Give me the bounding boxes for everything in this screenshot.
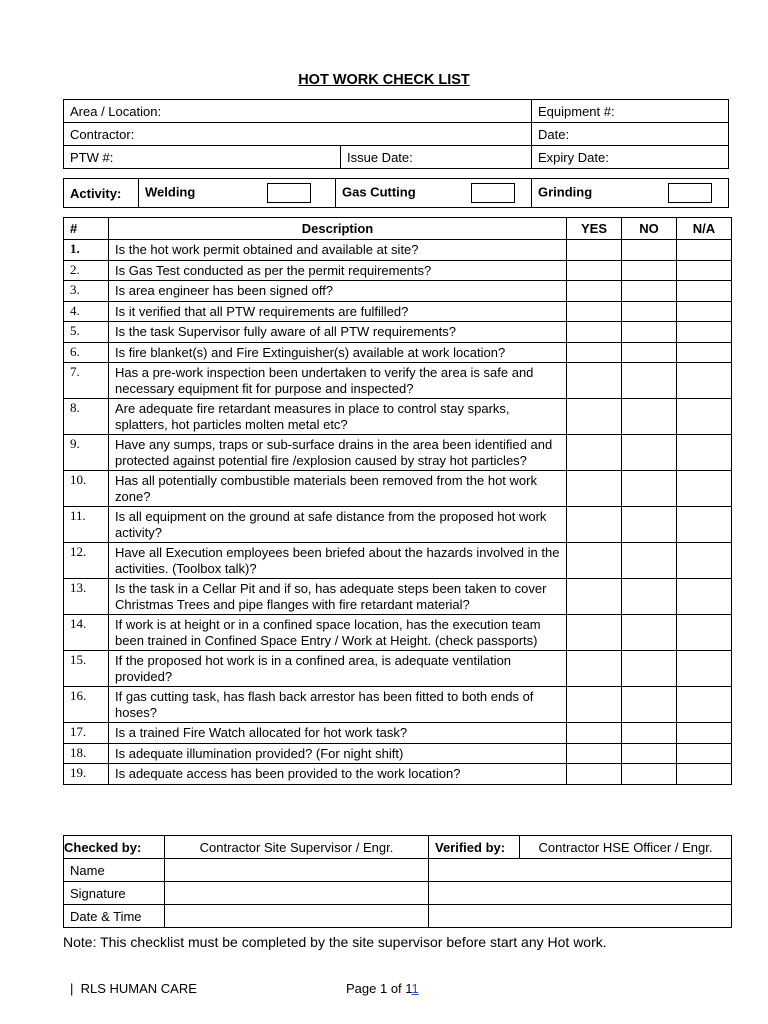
item-description: Is Gas Test conducted as per the permit requirements?	[109, 260, 567, 281]
issue-date-field[interactable]: Issue Date:	[341, 146, 532, 169]
table-row	[64, 301, 732, 322]
answer-na-cell[interactable]	[677, 543, 732, 579]
table-row	[64, 322, 732, 343]
table-row	[64, 281, 732, 302]
item-description: Has all potentially combustible materials been removed from the hot work zone?	[109, 471, 567, 507]
welding-checkbox[interactable]	[267, 183, 311, 203]
answer-no-cell[interactable]	[622, 743, 677, 764]
answer-yes-cell[interactable]	[567, 579, 622, 615]
col-description: Description	[109, 218, 567, 240]
hse-datetime-field[interactable]	[429, 905, 732, 928]
supervisor-signature-field[interactable]	[165, 882, 429, 905]
answer-na-cell[interactable]	[677, 615, 732, 651]
answer-yes-cell[interactable]	[567, 301, 622, 322]
supervisor-name-field[interactable]	[165, 859, 429, 882]
item-number: 1.	[64, 240, 109, 261]
note-text: Note: This checklist must be completed by the site supervisor before start any Hot work.	[63, 934, 607, 950]
area-location-field[interactable]: Area / Location:	[64, 100, 532, 123]
answer-no-cell[interactable]	[622, 260, 677, 281]
answer-yes-cell[interactable]	[567, 764, 622, 785]
table-row	[64, 723, 732, 744]
col-no: NO	[622, 218, 677, 240]
item-description: Is the task Supervisor fully aware of all PTW requirements?	[109, 322, 567, 343]
item-description: Are adequate fire retardant measures in place to control stay sparks, splatters, hot particles molten metal etc?	[109, 399, 567, 435]
answer-no-cell[interactable]	[622, 399, 677, 435]
item-number: 5.	[64, 322, 109, 343]
table-row	[64, 260, 732, 281]
answer-no-cell[interactable]	[622, 301, 677, 322]
answer-yes-cell[interactable]	[567, 723, 622, 744]
answer-yes-cell[interactable]	[567, 240, 622, 261]
answer-na-cell[interactable]	[677, 471, 732, 507]
answer-no-cell[interactable]	[622, 723, 677, 744]
col-yes: YES	[567, 218, 622, 240]
item-number: 13.	[64, 579, 109, 615]
answer-na-cell[interactable]	[677, 507, 732, 543]
footer-page-number: Page 1 of 11	[346, 981, 419, 996]
item-number: 7.	[64, 363, 109, 399]
answer-na-cell[interactable]	[677, 743, 732, 764]
activity-grinding	[532, 179, 729, 208]
item-number: 4.	[64, 301, 109, 322]
item-number: 6.	[64, 342, 109, 363]
table-row	[64, 579, 732, 615]
footer-company: | RLS HUMAN CARE	[70, 981, 197, 996]
item-number: 9.	[64, 435, 109, 471]
item-number: 11.	[64, 507, 109, 543]
table-row	[64, 764, 732, 785]
answer-yes-cell[interactable]	[567, 363, 622, 399]
answer-na-cell[interactable]	[677, 301, 732, 322]
answer-yes-cell[interactable]	[567, 399, 622, 435]
date-field[interactable]: Date:	[532, 123, 729, 146]
item-description: Is the hot work permit obtained and available at site?	[109, 240, 567, 261]
table-row	[64, 240, 732, 261]
answer-no-cell[interactable]	[622, 281, 677, 302]
header-info-table	[63, 99, 729, 169]
equipment-field[interactable]: Equipment #:	[532, 100, 729, 123]
answer-no-cell[interactable]	[622, 651, 677, 687]
item-description: Is all equipment on the ground at safe distance from the proposed hot work activity?	[109, 507, 567, 543]
item-number: 19.	[64, 764, 109, 785]
answer-no-cell[interactable]	[622, 435, 677, 471]
item-description: Is adequate access has been provided to the work location?	[109, 764, 567, 785]
answer-no-cell[interactable]	[622, 507, 677, 543]
item-description: Is adequate illumination provided? (For night shift)	[109, 743, 567, 764]
answer-na-cell[interactable]	[677, 764, 732, 785]
answer-yes-cell[interactable]	[567, 260, 622, 281]
answer-yes-cell[interactable]	[567, 281, 622, 302]
item-description: Has a pre-work inspection been undertaken to verify the area is safe and necessary equipment fit for purpose and inspected?	[109, 363, 567, 399]
item-description: Is area engineer has been signed off?	[109, 281, 567, 302]
item-description: Is a trained Fire Watch allocated for hot work task?	[109, 723, 567, 744]
answer-na-cell[interactable]	[677, 687, 732, 723]
contractor-hse-label: Contractor HSE Officer / Engr.	[520, 836, 732, 859]
contractor-field[interactable]: Contractor:	[64, 123, 532, 146]
answer-na-cell[interactable]	[677, 723, 732, 744]
hse-signature-field[interactable]	[429, 882, 732, 905]
answer-no-cell[interactable]	[622, 322, 677, 343]
item-number: 10.	[64, 471, 109, 507]
item-description: Have all Execution employees been briefed about the hazards involved in the activities. (Toolbox talk)?	[109, 543, 567, 579]
answer-no-cell[interactable]	[622, 471, 677, 507]
answer-no-cell[interactable]	[622, 342, 677, 363]
ptw-field[interactable]: PTW #:	[64, 146, 341, 169]
item-description: If the proposed hot work is in a confined area, is adequate ventilation provided?	[109, 651, 567, 687]
answer-na-cell[interactable]	[677, 260, 732, 281]
item-number: 16.	[64, 687, 109, 723]
verified-by-label: Verified by:	[429, 836, 520, 859]
gas-cutting-checkbox[interactable]	[471, 183, 515, 203]
grinding-checkbox[interactable]	[668, 183, 712, 203]
answer-no-cell[interactable]	[622, 615, 677, 651]
item-number: 2.	[64, 260, 109, 281]
item-number: 14.	[64, 615, 109, 651]
item-description: Is fire blanket(s) and Fire Extinguisher(s) available at work location?	[109, 342, 567, 363]
answer-yes-cell[interactable]	[567, 435, 622, 471]
answer-yes-cell[interactable]	[567, 651, 622, 687]
signature-row-label: Signature	[64, 882, 165, 905]
table-row	[64, 507, 732, 543]
answer-yes-cell[interactable]	[567, 687, 622, 723]
answer-no-cell[interactable]	[622, 579, 677, 615]
item-description: If gas cutting task, has flash back arrestor has been fitted to both ends of hoses?	[109, 687, 567, 723]
answer-yes-cell[interactable]	[567, 507, 622, 543]
answer-na-cell[interactable]	[677, 363, 732, 399]
answer-na-cell[interactable]	[677, 651, 732, 687]
item-description: If work is at height or in a confined space location, has the execution team been trained in Confined Space Entry / Work at Height. (check passports)	[109, 615, 567, 651]
item-number: 3.	[64, 281, 109, 302]
item-number: 18.	[64, 743, 109, 764]
answer-yes-cell[interactable]	[567, 342, 622, 363]
table-row	[64, 743, 732, 764]
answer-yes-cell[interactable]	[567, 543, 622, 579]
answer-na-cell[interactable]	[677, 240, 732, 261]
answer-na-cell[interactable]	[677, 399, 732, 435]
item-number: 8.	[64, 399, 109, 435]
item-description: Have any sumps, traps or sub-surface drains in the area been identified and protected against potential fire /explosion caused by stray hot particles?	[109, 435, 567, 471]
name-row-label: Name	[64, 859, 165, 882]
table-row	[64, 435, 732, 471]
contractor-supervisor-label: Contractor Site Supervisor / Engr.	[165, 836, 429, 859]
hse-name-field[interactable]	[429, 859, 732, 882]
table-row	[64, 651, 732, 687]
signoff-table	[63, 835, 732, 928]
answer-no-cell[interactable]	[622, 543, 677, 579]
answer-no-cell[interactable]	[622, 363, 677, 399]
page-title: HOT WORK CHECK LIST	[298, 72, 470, 88]
table-row	[64, 363, 732, 399]
item-number: 15.	[64, 651, 109, 687]
gas-cutting-label: Gas Cutting	[342, 184, 416, 200]
supervisor-datetime-field[interactable]	[165, 905, 429, 928]
answer-na-cell[interactable]	[677, 322, 732, 343]
table-row	[64, 543, 732, 579]
answer-no-cell[interactable]	[622, 687, 677, 723]
checklist-table	[63, 217, 732, 785]
table-row	[64, 342, 732, 363]
answer-na-cell[interactable]	[677, 579, 732, 615]
answer-na-cell[interactable]	[677, 342, 732, 363]
answer-na-cell[interactable]	[677, 281, 732, 302]
table-row	[64, 615, 732, 651]
activity-gas-cutting	[336, 179, 532, 208]
welding-label: Welding	[145, 184, 196, 200]
expiry-date-field[interactable]: Expiry Date:	[532, 146, 729, 169]
answer-no-cell[interactable]	[622, 764, 677, 785]
answer-yes-cell[interactable]	[567, 743, 622, 764]
item-description: Is it verified that all PTW requirements are fulfilled?	[109, 301, 567, 322]
activity-table	[63, 178, 729, 208]
answer-no-cell[interactable]	[622, 240, 677, 261]
datetime-row-label: Date & Time	[64, 905, 165, 928]
table-row	[64, 399, 732, 435]
answer-yes-cell[interactable]	[567, 615, 622, 651]
answer-yes-cell[interactable]	[567, 471, 622, 507]
checked-by-label: Checked by:	[64, 836, 165, 859]
item-number: 17.	[64, 723, 109, 744]
item-number: 12.	[64, 543, 109, 579]
col-number: #	[64, 218, 109, 240]
answer-yes-cell[interactable]	[567, 322, 622, 343]
table-row	[64, 687, 732, 723]
col-na: N/A	[677, 218, 732, 240]
answer-na-cell[interactable]	[677, 435, 732, 471]
activity-welding	[139, 179, 336, 208]
activity-label: Activity:	[64, 179, 139, 208]
item-description: Is the task in a Cellar Pit and if so, has adequate steps been taken to cover Christmas Trees and pipe flanges with fire retardant material?	[109, 579, 567, 615]
grinding-label: Grinding	[538, 184, 593, 200]
table-row	[64, 471, 732, 507]
